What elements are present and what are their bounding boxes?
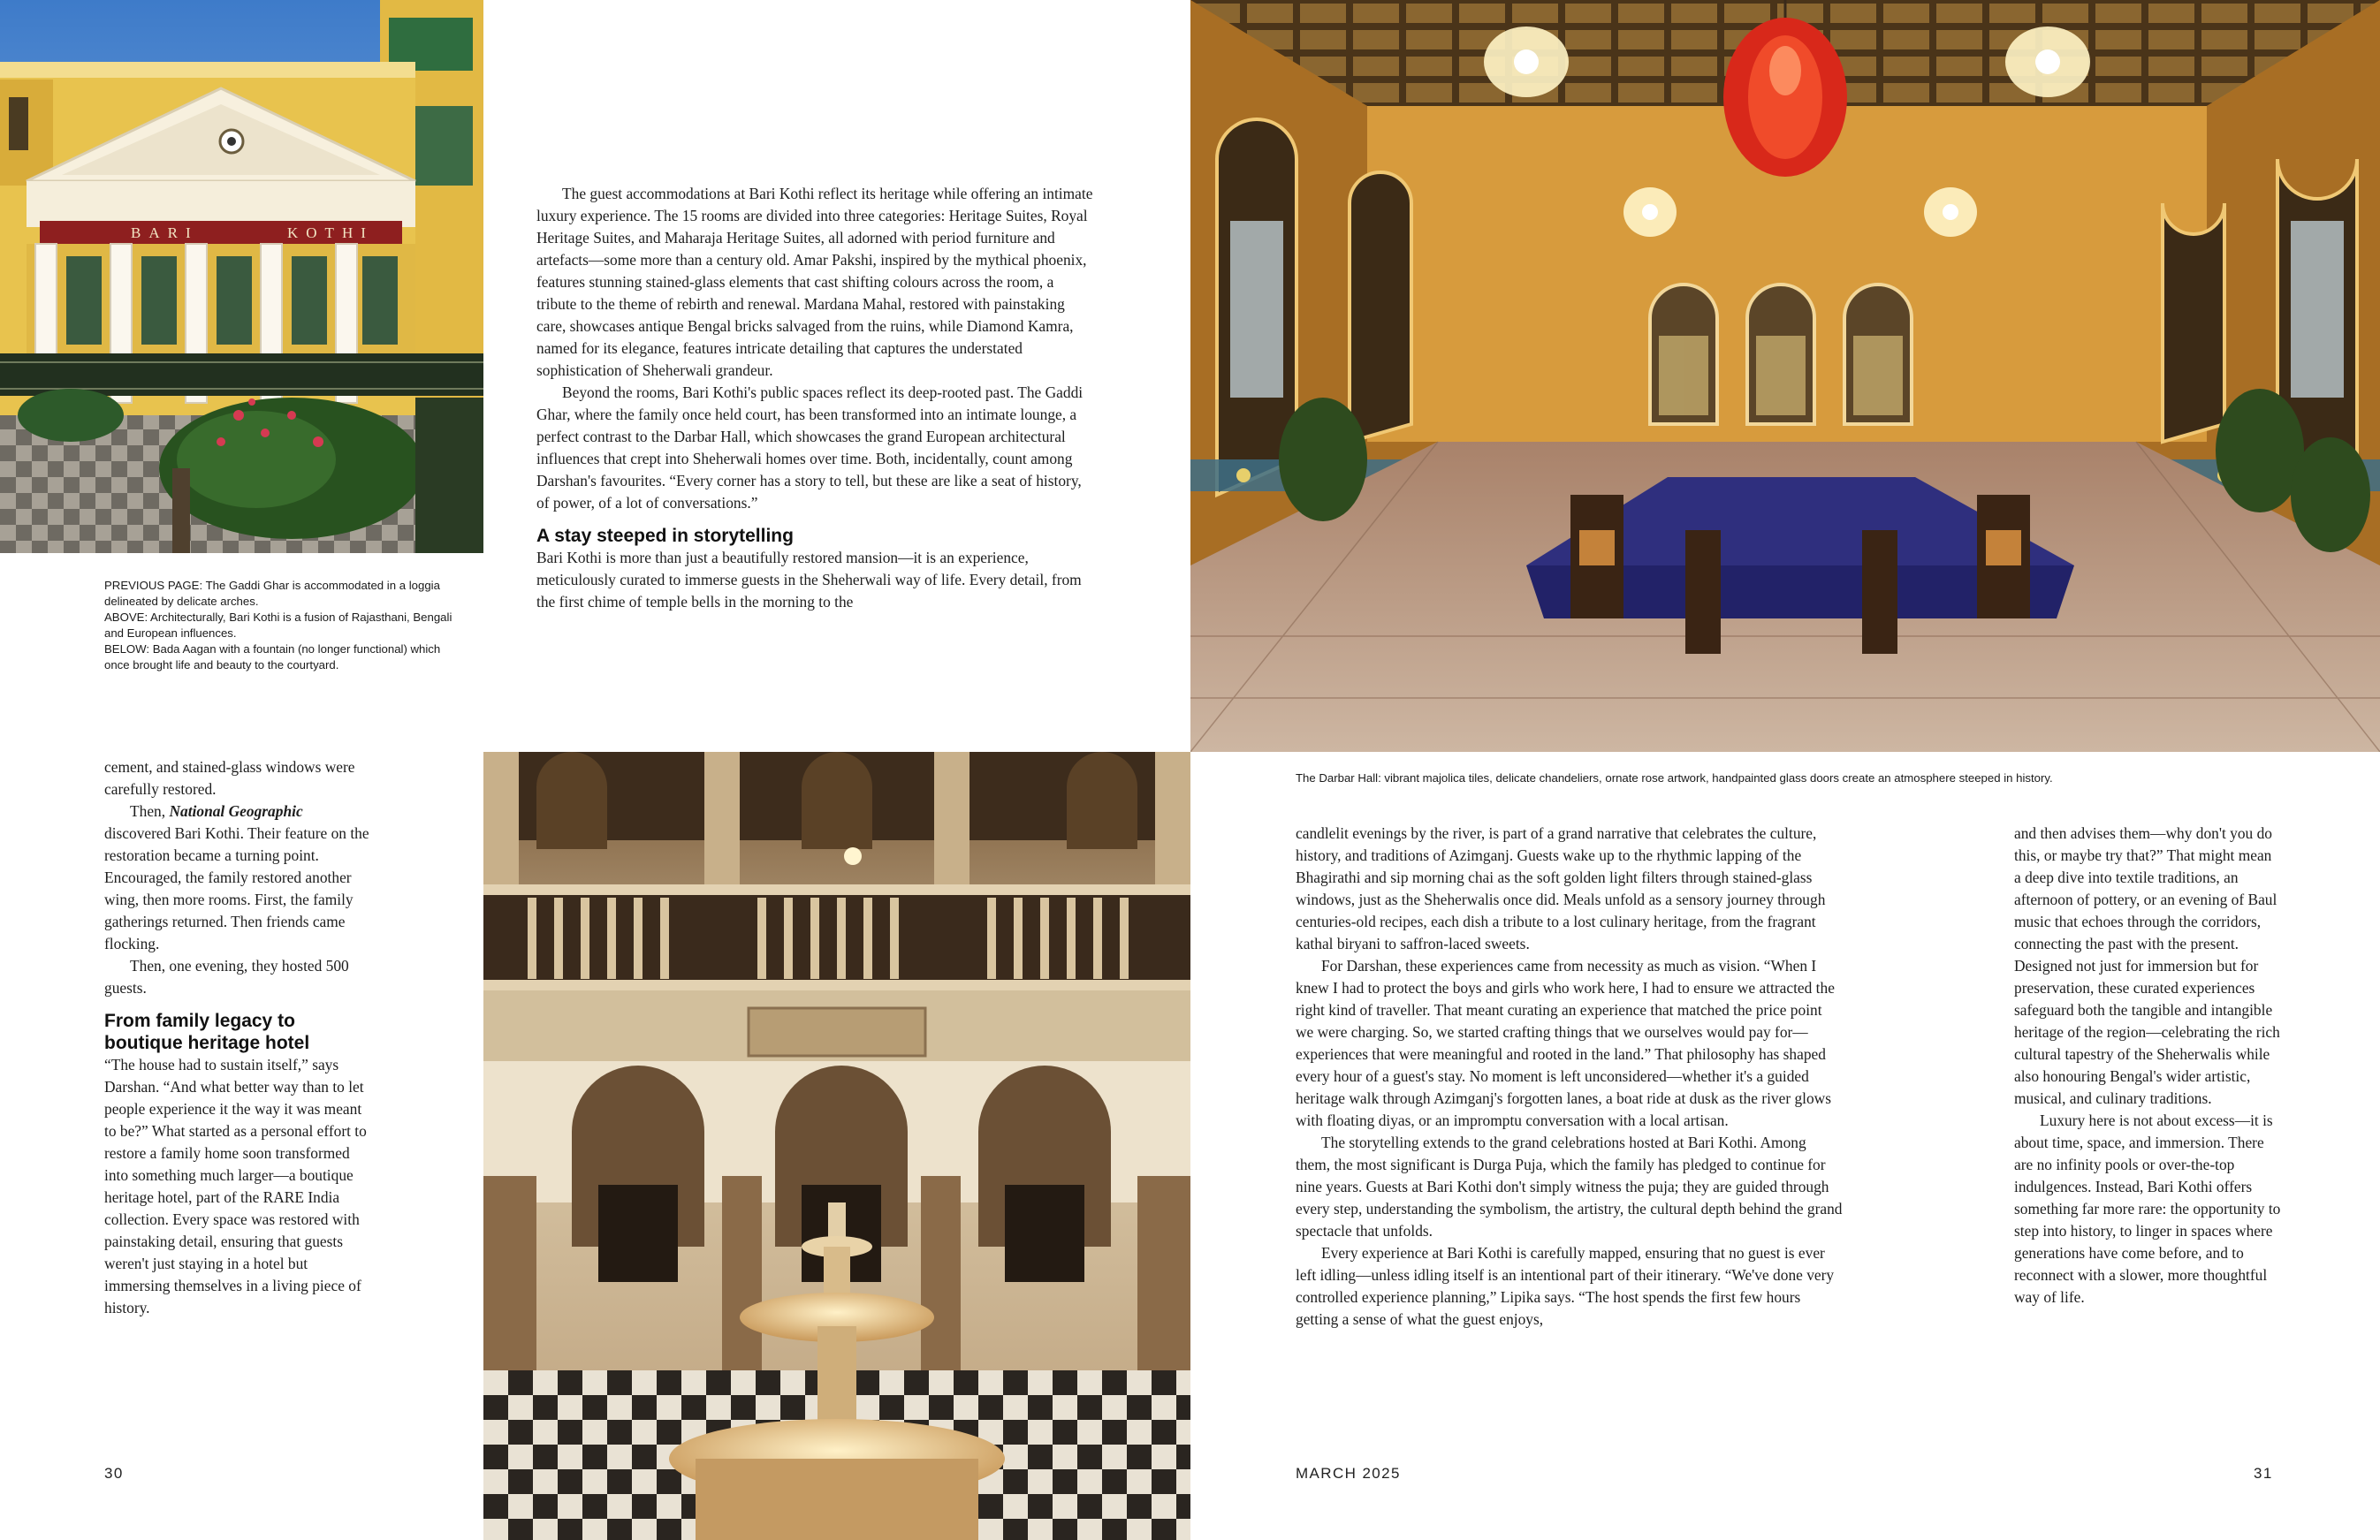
paragraph-accommodations: The guest accommodations at Bari Kothi reflect its heritage while offering an intimate luxury experience. The 15 rooms are divided into three categories: Heritage Suites, Royal Heritage Suites, and Maharaja Heritage Suites, all adorned with period furniture and artefacts—some more than a century old. Amar Pakshi, inspired by the mythical phoenix, features stunning stained-glass elements that cast shifting colours across the room, a tribute to the theme of rebirth and renewal. Mardana Mahal, restored with painstaking care, showcases antique Bengal bricks salvaged from the ruins, while Diamond Kamra, named for its elegance, features intricate detailing that captures the understated sophistication of Sheherwali grandeur.	[536, 185, 1093, 379]
paragraph-advises: and then advises them—why don't you do this, or maybe try that?” That might mean a deep dive into textile traditions, an afternoon of pottery, or an evening of Baul music that echoes through the corridors, connecting the past with the present. Designed not just for immersion but for preservation, these curated experiences safeguard both the tangible and intangible heritage of the region—celebrating the rich cultural tapestry of the Sheherwalis while also honouring Bengal's wider artistic, musical, and culinary traditions.	[2014, 824, 2280, 1107]
top-article-column	[536, 183, 1093, 613]
paragraph-500-guests: Then, one evening, they hosted 500 guests.	[104, 957, 349, 997]
paragraph-national-geographic	[104, 800, 369, 955]
mid-article-column	[1296, 823, 1844, 1331]
publication-name: National Geographic	[169, 802, 303, 820]
page-number-left: 30	[104, 1465, 124, 1482]
right-article-column	[2014, 823, 2281, 1309]
heading-stay-steeped: A stay steeped in storytelling	[536, 526, 794, 546]
heading-family-legacy: From family legacy to boutique heritage hotel	[104, 1011, 310, 1053]
caption-previous-page: PREVIOUS PAGE: The Gaddi Ghar is accommodated in a loggia delineated by delicate arches.	[104, 579, 440, 608]
paragraph-storytelling-intro: Bari Kothi is more than just a beautifully restored mansion—it is an experience, meticulously curated to immerse guests in the Sheherwali way of life. Every detail, from the first chime of temple bells in the morning to the	[536, 549, 1082, 611]
caption-above: ABOVE: Architecturally, Bari Kothi is a fusion of Rajasthani, Bengali and European influences.	[104, 611, 452, 640]
paragraph-public-spaces: Beyond the rooms, Bari Kothi's public spaces reflect its deep-rooted past. The Gaddi Ghar, where the family once held court, has been transformed into an intimate lounge, a perfect contrast to the Darbar Hall, which showcases the grand European architectural influences that crept into Sheherwali homes over time. Both, incidentally, count among Darshan's favourites. “Every corner has a story to tell, but these are like a seat of history, of power, of a lot of conversations.”	[536, 383, 1084, 512]
kothi-sign: KOTHI	[287, 224, 374, 241]
bada-aagan-courtyard-photo	[483, 752, 1190, 1540]
paragraph-sustain: “The house had to sustain itself,” says Darshan. “And what better way than to let people experience it the way it was meant to be?” What started as a personal effort to restore a family home soon transformed into something much larger—a boutique heritage hotel, part of the RARE India collection. Every space was restored with painstaking detail, ensuring that guests weren't just staying in a hotel but immersing themselves in a living piece of history.	[104, 1056, 367, 1316]
paragraph-mapped: Every experience at Bari Kothi is carefully mapped, ensuring that no guest is ever left idling—unless idling itself is an intentional part of their itinerary. “We've done very controlled experience planning,” Lipika says. “The host spends the first few hours getting a sense of what the guest enjoys,	[1296, 1244, 1835, 1328]
caption-below: BELOW: Bada Aagan with a fountain (no longer functional) which once brought life and beauty to the courtyard.	[104, 642, 441, 671]
paragraph-restoration: cement, and stained-glass windows were carefully restored.	[104, 758, 355, 798]
bari-kothi-facade-photo	[0, 0, 483, 553]
para-rest: discovered Bari Kothi. Their feature on the restoration became a turning point. Encouraged, the family restored another wing, then more rooms. First, the family gatherings returned. Then friends came flocking.	[104, 824, 369, 952]
paragraph-celebrations: The storytelling extends to the grand celebrations hosted at Bari Kothi. Among them, the most significant is Durga Puja, which the family has pledged to continue for nine years. Guests at Bari Kothi don't simply witness the puja; they are guided through every step, understanding the symbolism, the artistry, the cultural depth behind the grand spectacle that unfolds.	[1296, 1134, 1843, 1240]
page-number-right: 31	[2254, 1465, 2273, 1482]
paragraph-luxury: Luxury here is not about excess—it is about time, space, and immersion. There are no infinity pools or over-the-top indulgences. Instead, Bari Kothi offers something far more rare: the opportunity to step into history, to linger in spaces where generations have come before, and to reconnect with a slower, more thoughtful way of life.	[2014, 1111, 2281, 1306]
darbar-hall-photo	[1190, 0, 2380, 752]
para-lead: Then,	[130, 802, 166, 820]
caption-darbar-hall: The Darbar Hall: vibrant majolica tiles, delicate chandeliers, ornate rose artwork, handpainted glass doors create an atmosphere steeped in history.	[1296, 771, 2053, 785]
bari-sign: BARI	[131, 224, 199, 241]
left-article-column	[104, 756, 369, 1319]
issue-date: MARCH 2025	[1296, 1465, 1401, 1482]
paragraph-necessity: For Darshan, these experiences came from necessity as much as vision. “When I knew I had to protect the boys and girls who work here, I had to ensure we attracted the right kind of traveller. That meant curating an experience that matched the price point we were charging. So, we started crafting things that we ourselves would pay for—experiences that were meaningful and rooted in the land.” That philosophy has shaped every hour of a guest's stay. No moment is left unconsidered—whether it's a guided heritage walk through Azimganj's forgotten lanes, a boat ride at dusk as the river glows with floating diyas, or an impromptu conversation with a local artisan.	[1296, 957, 1835, 1129]
left-photo-captions	[104, 578, 467, 673]
paragraph-candlelit: candlelit evenings by the river, is part of a grand narrative that celebrates the culture, history, and traditions of Azimganj. Guests wake up to the rhythmic lapping of the Bhagirathi and sip morning chai as the soft golden light filters through stained-glass windows, just as the Sheherwalis once did. Meals unfold as a sensory journey through centuries-old recipes, each dish a tribute to a lost culinary heritage, from the fragrant kathal biryani to saffron-laced sweets.	[1296, 824, 1826, 952]
